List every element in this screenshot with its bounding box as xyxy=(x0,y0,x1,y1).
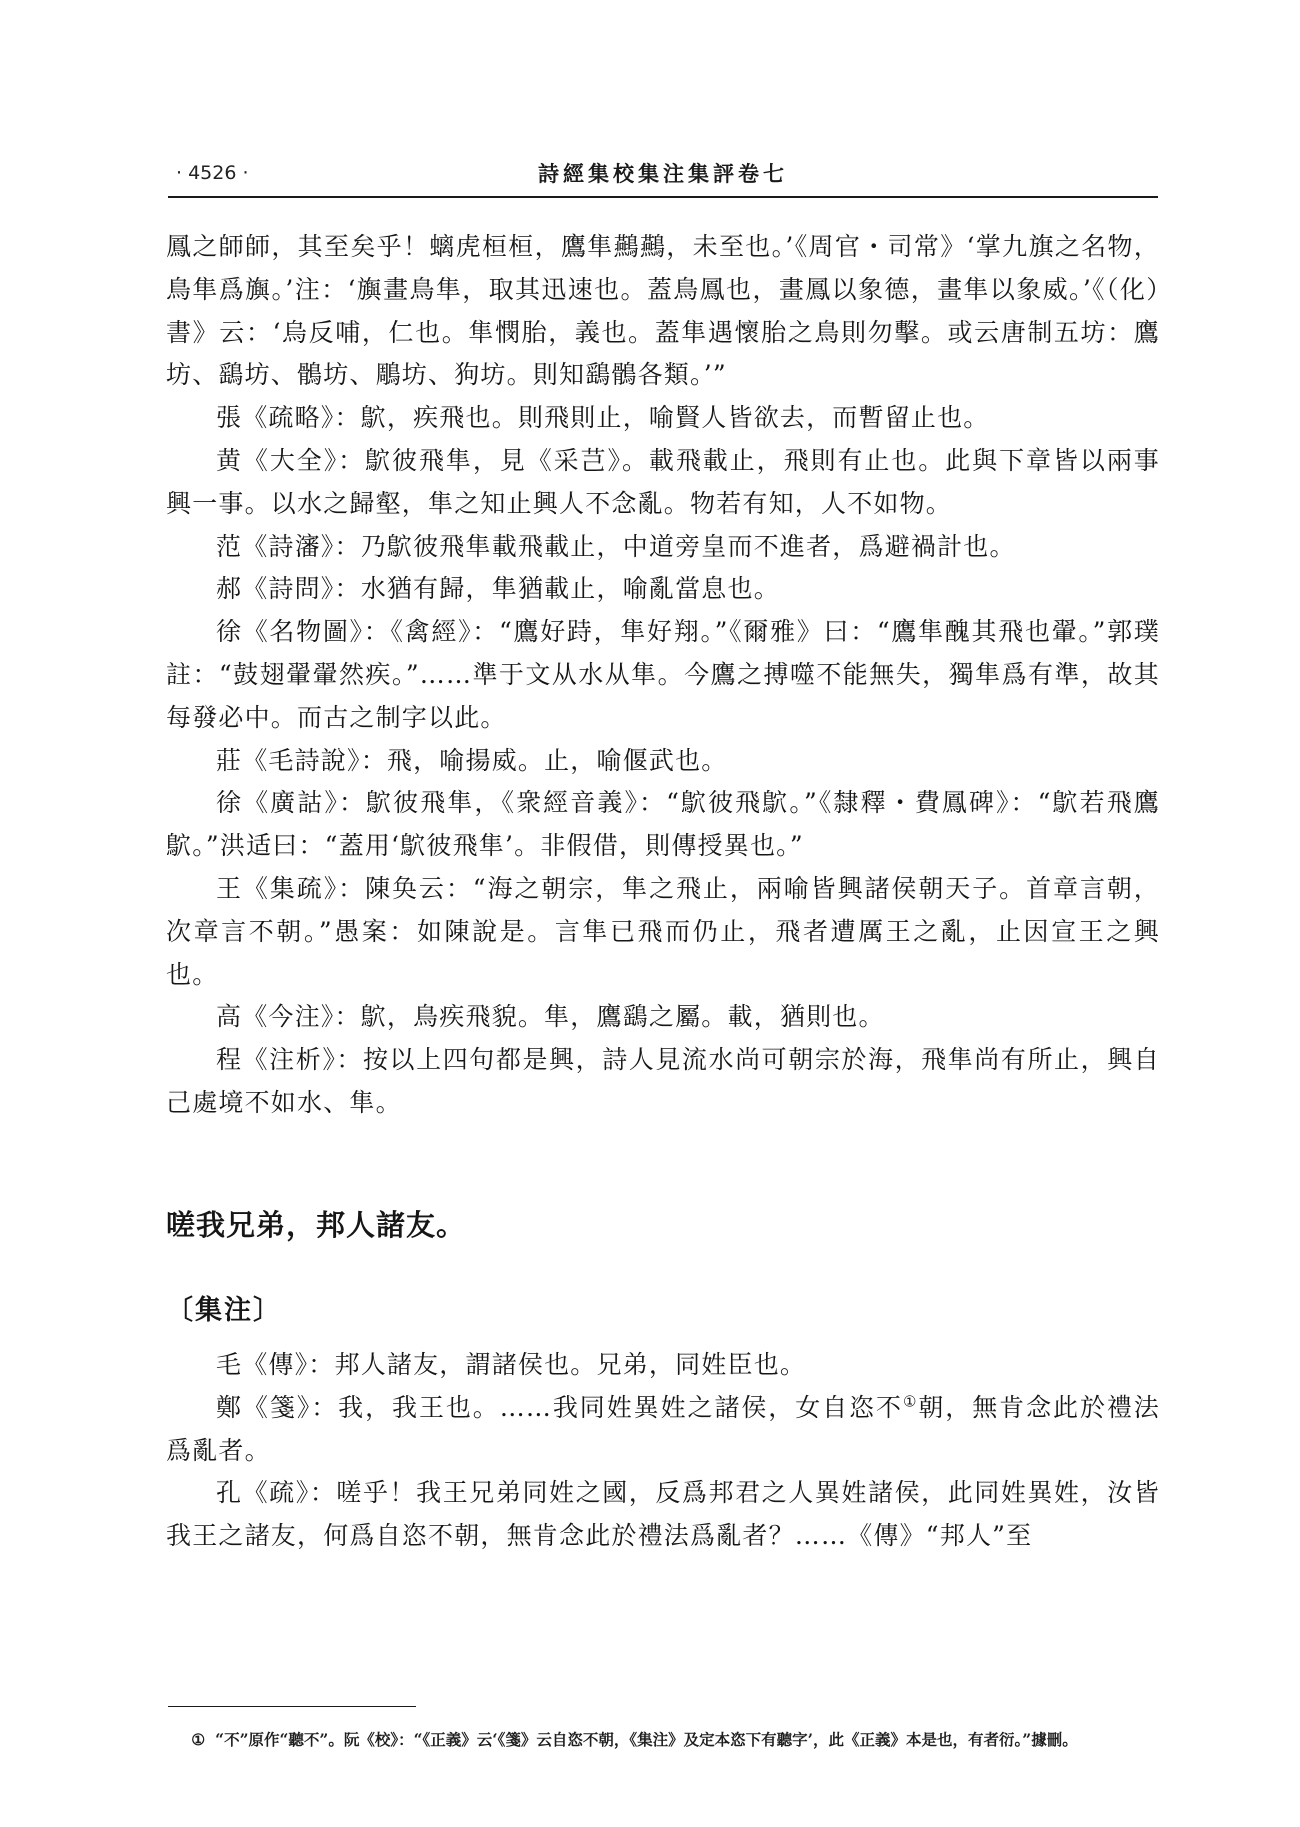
paragraph-huang: 黄《大全》：鴥彼飛隼，見《采芑》。載飛載止，飛則有止也。此與下章皆以兩事興一事。以水之歸壑，隼之知止興人不念亂。物若有知，人不如物。 xyxy=(166,445,1160,518)
footnote-text: “不”原作“聽不”。阮《校》：“《正義》云‘《箋》云自恣不朝，《集注》及定本恣下有聽字’，此《正義》本是也，有者衍。”據刪。 xyxy=(215,1730,1078,1749)
section-heading: 〔集注〕 xyxy=(166,1295,282,1326)
note-zheng-text-b: 朝，無肯念此於禮法爲亂者。 xyxy=(166,1392,1161,1465)
footnote xyxy=(168,1726,1158,1753)
paragraph-xu-guanggu: 徐《廣詁》：鴥彼飛隼，《衆經音義》：“鴥彼飛鴥。”《隸釋・費鳳碑》：“鴥若飛鷹鴥。”洪适曰：“蓋用‘鴥彼飛隼’。非假借，則傳授異也。” xyxy=(166,788,1160,861)
page-header xyxy=(168,158,1158,194)
paragraph-xu-mingwu: 徐《名物圖》：《禽經》：“鷹好跱，隼好翔。”《爾雅》曰：“鷹隼醜其飛也翬。”郭璞註：“鼓翅翬翬然疾。”……準于文从水从隼。今鷹之搏噬不能無失，獨隼爲有準，故其每發必中。而古之制字以此。 xyxy=(166,617,1160,732)
annotations-block xyxy=(166,1344,1160,1558)
paragraph-continued: 鳳之師師，其至矣乎！螭虎桓桓，鷹隼䴏䴏，未至也。’《周官・司常》‘掌九旗之名物，鳥隼爲旟。’注：‘旟畫鳥隼，取其迅速也。蓋鳥鳳也，畫鳳以象德，畫隼以象威。’《（化）書》云：‘烏反哺，仁也。隼憫胎，義也。蓋隼遇懷胎之鳥則勿擊。或云唐制五坊：鷹坊、鷂坊、鶻坊、鵰坊、狗坊。則知鷂鶻各類。’” xyxy=(166,232,1160,390)
paragraph-zhuang: 莊《毛詩說》：飛，喻揚威。止，喻偃武也。 xyxy=(216,745,728,775)
paragraph-cheng: 程《注析》：按以上四句都是興，詩人見流水尚可朝宗於海，飛隼尚有所止，興自己處境不如水、隼。 xyxy=(166,1045,1160,1117)
verse-line: 嗟我兄弟，邦人諸友。 xyxy=(166,1208,467,1242)
paragraph-gao: 高《今注》：鴥，鳥疾飛貌。隼，鷹鷂之屬。載，猶則也。 xyxy=(216,1002,885,1032)
note-mao: 毛《傳》：邦人諸友，謂諸侯也。兄弟，同姓臣也。 xyxy=(216,1350,807,1379)
paragraph-zhang: 張《疏略》：鴥，疾飛也。則飛則止，喻賢人皆欲去，而暫留止也。 xyxy=(216,403,990,433)
note-kong: 孔《疏》：嗟乎！我王兄弟同姓之國，反爲邦君之人異姓諸侯，此同姓異姓，汝皆我王之諸友，何爲自恣不朝，無肯念此於禮法爲亂者？……《傳》“邦人”至 xyxy=(166,1478,1160,1551)
paragraph-fan: 范《詩瀋》：乃鴥彼飛隼載飛載止，中道旁皇而不進者，爲避禍計也。 xyxy=(216,531,1016,561)
paragraph-hao: 郝《詩問》：水猶有歸，隼猶載止，喻亂當息也。 xyxy=(216,574,780,604)
note-zheng xyxy=(166,1387,1160,1473)
footnote-mark: ① xyxy=(191,1730,206,1749)
running-title: 詩經集校集注集評卷七 xyxy=(538,161,788,186)
footnote-rule xyxy=(168,1706,416,1707)
footnote-reference[interactable]: ① xyxy=(902,1392,919,1411)
note-zheng-text-a: 鄭《箋》：我，我王也。……我同姓異姓之諸侯，女自恣不 xyxy=(216,1392,903,1422)
commentary-block xyxy=(166,226,1160,1125)
header-rule xyxy=(168,196,1158,198)
page-number: · 4526 · xyxy=(176,162,249,184)
paragraph-wang: 王《集疏》：陳奂云：“海之朝宗，隼之飛止，兩喻皆興諸侯朝天子。首章言朝，次章言不朝。”愚案：如陳說是。言隼已飛而仍止，飛者遭厲王之亂，止因宣王之興也。 xyxy=(166,873,1160,989)
